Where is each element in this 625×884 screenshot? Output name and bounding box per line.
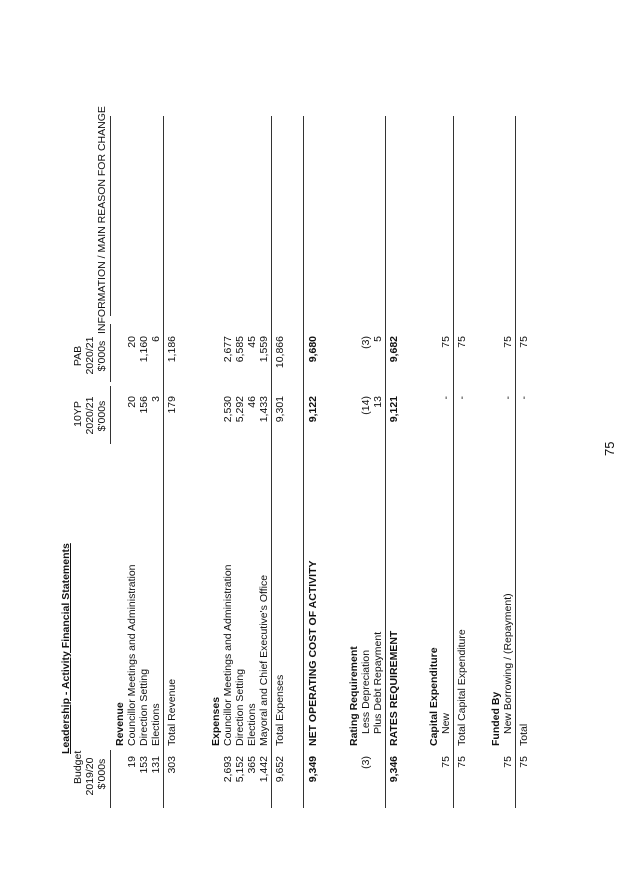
table-row-budget: 5,152 <box>234 756 246 783</box>
budget-header-rule <box>110 750 111 808</box>
total-row-pab: 1,186 <box>166 336 178 363</box>
table-row-pab: 5 <box>372 336 384 342</box>
table-row-pab: 20 <box>126 336 138 348</box>
rates-label: RATES REQUIREMENT <box>388 630 400 746</box>
table-row-label: Councillor Meetings and Administration <box>126 564 138 746</box>
table-row-tenyp: 1,433 <box>258 396 270 423</box>
total-row-label: Total <box>518 723 530 746</box>
info-header-rule <box>110 116 111 316</box>
table-row-budget: 75 <box>502 756 514 768</box>
table-row-label: Direction Setting <box>234 668 246 746</box>
table-row-tenyp: 46 <box>246 396 258 408</box>
total-row-tenyp: - <box>518 396 530 400</box>
expenses-total-rule <box>271 116 272 808</box>
table-row-budget: (3) <box>360 756 372 769</box>
rating-heading: Rating Requirement <box>348 646 360 746</box>
tenyp-header-rule <box>110 386 111 444</box>
rates-rule <box>385 116 386 808</box>
table-row-pab: (3) <box>360 336 372 349</box>
table-row-tenyp: - <box>440 396 452 400</box>
budget-header-3: $'000s <box>96 758 108 790</box>
total-row-budget: 75 <box>456 756 468 768</box>
total-row-tenyp: 9,301 <box>274 396 286 423</box>
total-row-label: Total Capital Expenditure <box>456 629 468 746</box>
pab-header-1: PAB <box>72 345 84 367</box>
table-row-tenyp: 2,530 <box>222 396 234 423</box>
table-row-pab: 6 <box>150 336 162 342</box>
table-row-tenyp: 20 <box>126 396 138 408</box>
table-row-label: Elections <box>150 703 162 746</box>
table-row-label: Elections <box>246 703 258 746</box>
info-header: INFORMATION / MAIN REASON FOR CHANGE <box>96 106 108 334</box>
total-row-pab: 75 <box>456 336 468 348</box>
tenyp-header-1: 10YP <box>72 401 84 427</box>
table-row-pab: 45 <box>246 336 258 348</box>
expenses-heading: Expenses <box>210 696 222 746</box>
table-row-tenyp: - <box>502 396 514 400</box>
total-row-budget: 9,652 <box>274 756 286 783</box>
rates-budget: 9,346 <box>388 756 400 783</box>
table-row-tenyp: 156 <box>138 396 150 414</box>
table-row-pab: 1,160 <box>138 336 150 363</box>
capex-heading: Capital Expenditure <box>428 647 440 746</box>
total-row-label: Total Expenses <box>274 674 286 746</box>
total-row-pab: 10,866 <box>274 336 286 369</box>
revenue-total-rule <box>163 116 164 808</box>
table-row-label: Mayoral and Chief Executive's Office <box>258 574 270 746</box>
statement-title: Leadership - Activity Financial Statements <box>60 543 72 754</box>
table-row-budget: 19 <box>126 756 138 768</box>
budget-header-2: 2019/20 <box>84 757 96 796</box>
rates-pab: 9,682 <box>388 336 400 363</box>
table-row-budget: 2,693 <box>222 756 234 783</box>
revenue-heading: Revenue <box>114 702 126 746</box>
table-row-tenyp: 13 <box>372 396 384 408</box>
total-row-tenyp: - <box>456 396 468 400</box>
table-row-budget: 153 <box>138 756 150 774</box>
net-tenyp: 9,122 <box>307 396 319 423</box>
table-row-pab: 75 <box>440 336 452 348</box>
table-row-tenyp: (14) <box>360 396 372 415</box>
total-row-label: Total Revenue <box>166 678 178 746</box>
total-row-tenyp: 179 <box>166 396 178 414</box>
table-row-label: New Borrowing / (Repayment) <box>502 593 514 734</box>
table-row-label: Plus Debt Repayment <box>372 631 384 734</box>
table-row-pab: 75 <box>502 336 514 348</box>
pab-header-rule <box>110 324 111 382</box>
table-row-budget: 131 <box>150 756 162 774</box>
total-row-budget: 303 <box>166 756 178 774</box>
pab-header-2: 2020/21 <box>84 336 96 375</box>
capex-total-rule <box>453 116 454 808</box>
page-number: 75 <box>602 441 617 456</box>
table-row-label: Councillor Meetings and Administration <box>222 564 234 746</box>
tenyp-header-3: $'000s <box>96 400 108 432</box>
net-label: NET OPERATING COST OF ACTIVITY <box>307 560 319 746</box>
tenyp-header-2: 2020/21 <box>84 396 96 435</box>
table-row-budget: 75 <box>440 756 452 768</box>
table-row-label: Direction Setting <box>138 668 150 746</box>
table-row-budget: 365 <box>246 756 258 774</box>
table-row-tenyp: 5,292 <box>234 396 246 423</box>
funded-heading: Funded By <box>490 691 502 746</box>
table-row-pab: 2,677 <box>222 336 234 363</box>
total-row-budget: 75 <box>518 756 530 768</box>
net-rule <box>303 116 304 808</box>
rates-tenyp: 9,121 <box>388 396 400 423</box>
pab-header-3: $'000s <box>96 340 108 372</box>
total-row-pab: 75 <box>518 336 530 348</box>
net-budget: 9,349 <box>307 756 319 783</box>
funded-total-rule <box>515 116 516 808</box>
table-row-tenyp: 3 <box>150 396 162 402</box>
budget-header-1: Budget <box>72 750 84 784</box>
net-pab: 9,680 <box>307 336 319 363</box>
table-row-pab: 6,585 <box>234 336 246 363</box>
table-row-pab: 1,559 <box>258 336 270 363</box>
table-row-label: Less Depreciation <box>360 649 372 734</box>
table-row-budget: 1,442 <box>258 756 270 783</box>
table-row-label: New <box>440 712 452 734</box>
